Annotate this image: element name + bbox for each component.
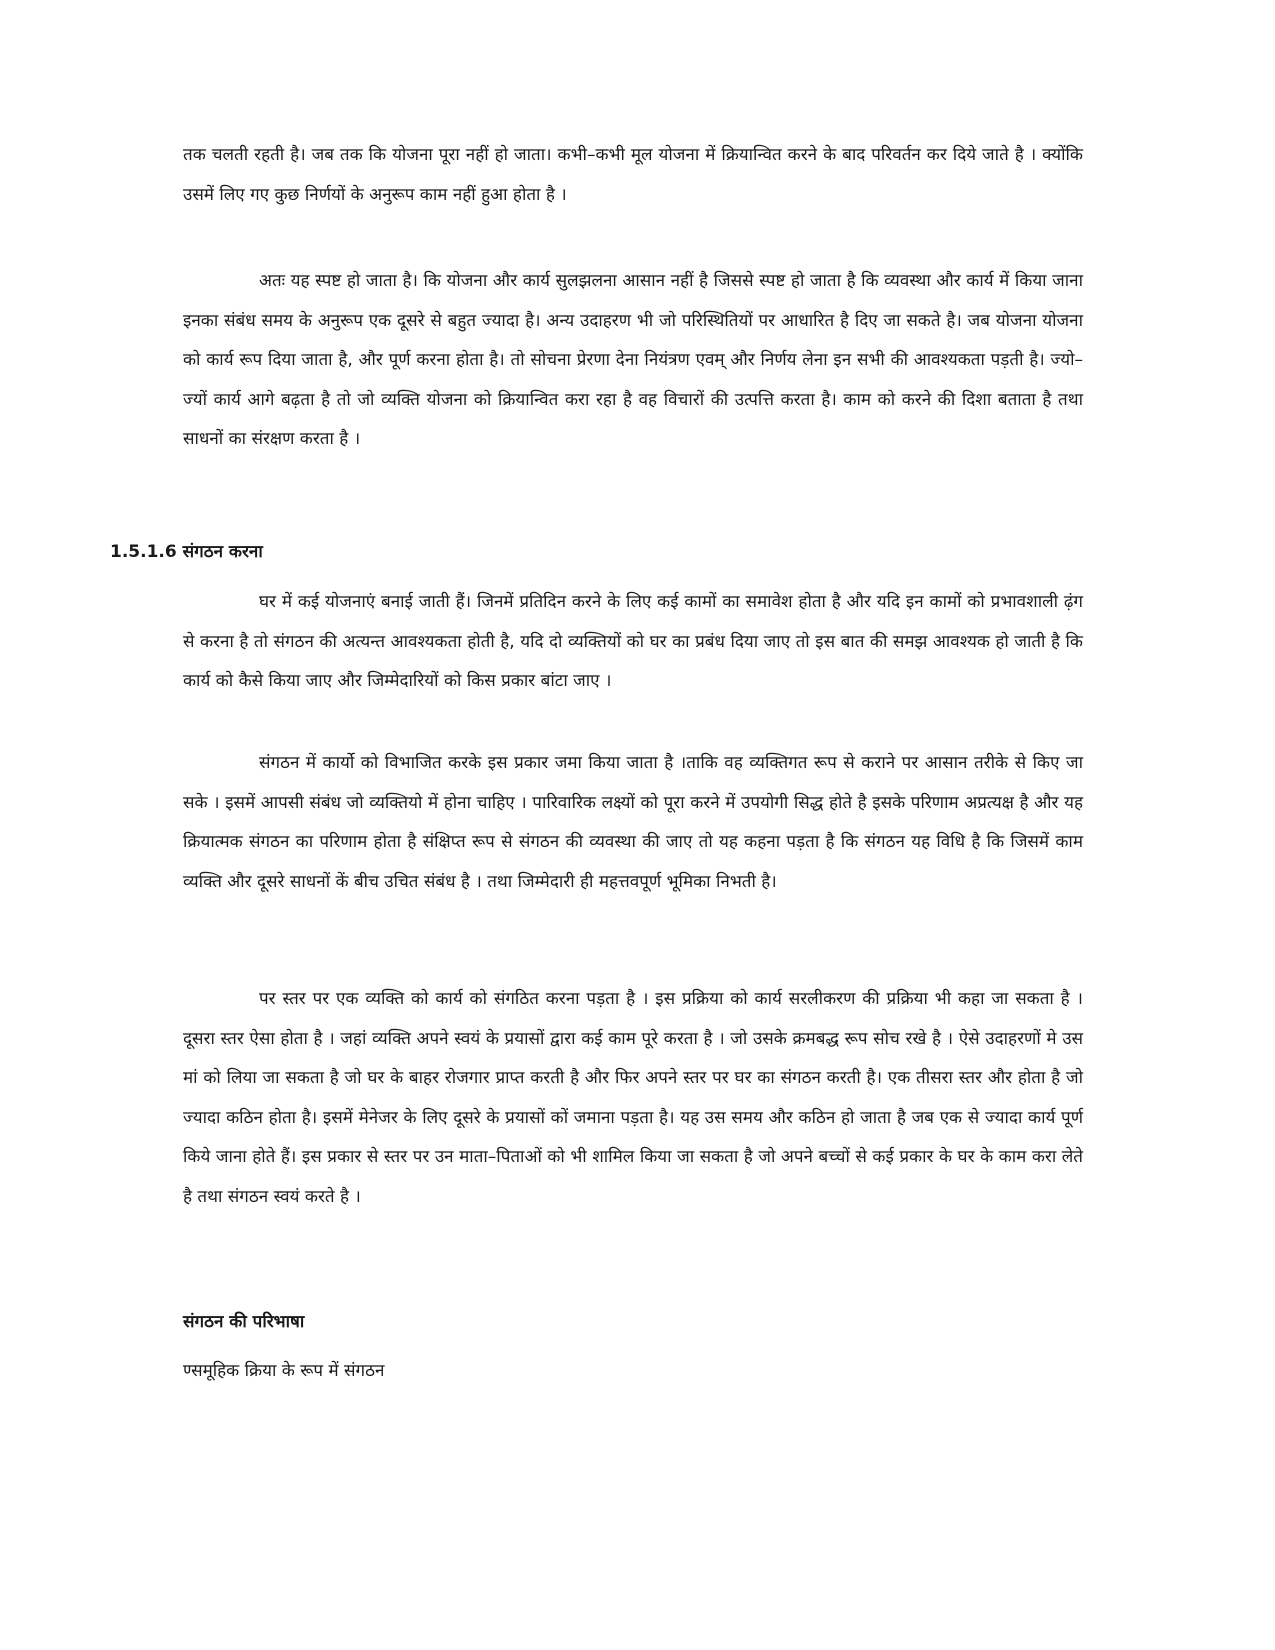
section-number: 1.5.1.6 (110, 542, 177, 562)
paragraph-continuation: तक चलती रहती है। जब तक कि योजना पूरा नहीं हो जाता। कभी–कभी मूल योजना में क्रियान्वित करने के बाद परिवर्तन कर दिये जाते है । क्योंकि उसमें लिए गए कुछ निर्णयों के अनुरूप काम नहीं हुआ होता है । (183, 145, 1083, 205)
definition-line: ण्समूहिक क्रिया के रूप में संगठन (183, 1361, 385, 1381)
definition-heading: संगठन की परिभाषा (183, 1312, 305, 1332)
section-heading (110, 540, 263, 564)
paragraph-organization-division: संगठन में कार्यो को विभाजित करके इस प्रकार जमा किया जाता है ।ताकि वह व्यक्तिगत रूप से कराने पर आसान तरीके से किए जा सके । इसमें आपसी संबंध जो व्यक्तियो में होना चाहिए । पारिवारिक लक्ष्यों को पूरा करने में उपयोगी सिद्ध होते है इसके परिणाम अप्रत्यक्ष है और यह क्रियात्मक संगठन का परिणाम होता है संक्षिप्त रूप से संगठन की व्यवस्था की जाए तो यह कहना पड़ता है कि संगठन यह विधि है कि जिसमें काम व्यक्ति और दूसरे साधनों कें बीच उचित संबंध है । तथा जिम्मेदारी ही महत्तवपूर्ण भूमिका निभती है। (183, 753, 1083, 892)
paragraph-planning-summary: अतः यह स्पष्ट हो जाता है। कि योजना और कार्य सुलझलना आसान नहीं है जिससे स्पष्ट हो जाता है कि व्यवस्था और कार्य में किया जाना इनका संबंध समय के अनुरूप एक दूसरे से बहुत ज्यादा है। अन्य उदाहरण भी जो परिस्थितियों पर आधारित है दिए जा सकते है। जब योजना योजना को कार्य रूप दिया जाता है, और पूर्ण करना होता है। तो सोचना प्रेरणा देना नियंत्रण एवम् और निर्णय लेना इन सभी की आवश्यकता पड़ती है। ज्यो–ज्यों कार्य आगे बढ़ता है तो जो व्यक्ति योजना को क्रियान्वित करा रहा है वह विचारों की उत्पत्ति करता है। काम को करने की दिशा बताता है तथा साधनों का संरक्षण करता है । (183, 271, 1083, 449)
paragraph-organization-intro: घर में कई योजनाएं बनाई जाती हैं। जिनमें प्रतिदिन करने के लिए कई कामों का समावेश होता है और यदि इन कामों को प्रभावशाली ढ़ंग से करना है तो संगठन की अत्यन्त आवश्यकता होती है, यदि दो व्यक्तियों को घर का प्रबंध दिया जाए तो इस बात की समझ आवश्यक हो जाती है कि कार्य को कैसे किया जाए और जिम्मेदारियों को किस प्रकार बांटा जाए । (183, 592, 1083, 691)
paragraph-organization-levels: पर स्तर पर एक व्यक्ति को कार्य को संगठित करना पड़ता है । इस प्रक्रिया को कार्य सरलीकरण की प्रक्रिया भी कहा जा सकता है । दूसरा स्तर ऐसा होता है । जहां व्यक्ति अपने स्वयं के प्रयासों द्वारा कई काम पूरे करता है । जो उसके क्रमबद्ध रूप सोच रखे है । ऐसे उदाहरणों मे उस मां को लिया जा सकता है जो घर के बाहर रोजगार प्राप्त करती है और फिर अपने स्तर पर घर का संगठन करती है। एक तीसरा स्तर और होता है जो ज्यादा कठिन होता है। इसमें मेनेजर के लिए दूसरे के प्रयासों कों जमाना पड़ता है। यह उस समय और कठिन हो जाता है जब एक से ज्यादा कार्य पूर्ण किये जाना होते हैं। इस प्रकार से स्तर पर उन माता–पिताओं को भी शामिल किया जा सकता है जो अपने बच्चों से कई प्रकार के घर के काम करा लेते है तथा संगठन स्वयं करते है । (183, 989, 1083, 1207)
section-title: संगठन करना (182, 542, 263, 562)
